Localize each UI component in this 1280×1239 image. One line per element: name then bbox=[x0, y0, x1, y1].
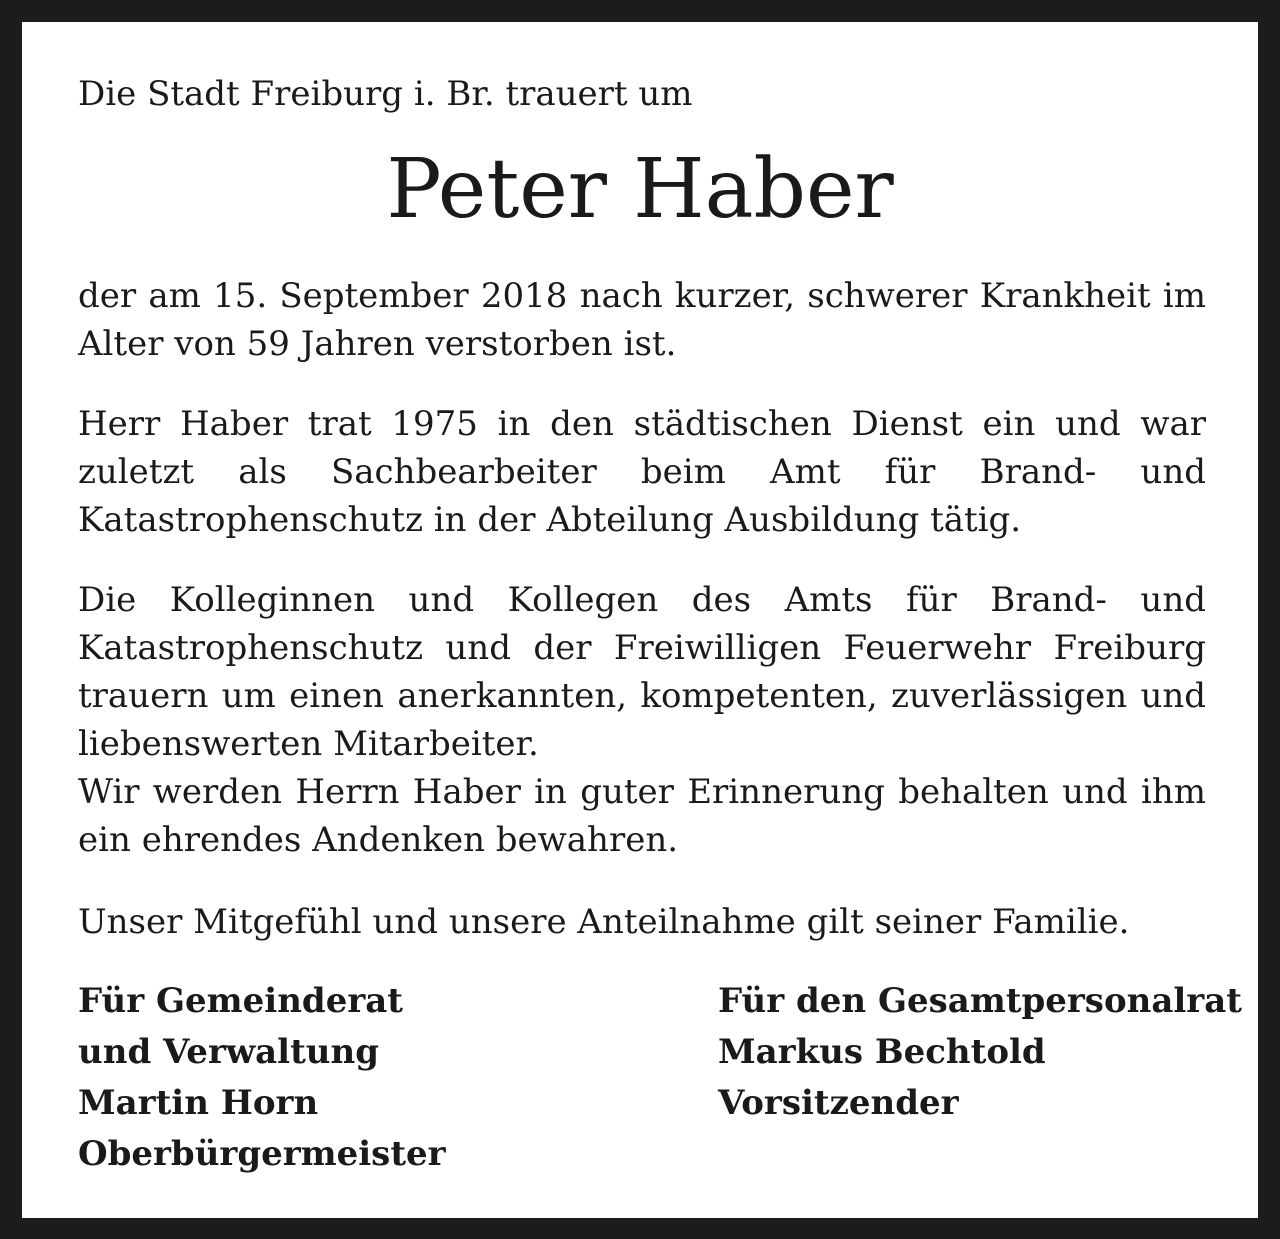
signature-council-name: Martin Horn bbox=[78, 1083, 319, 1123]
deceased-name: Peter Haber bbox=[386, 142, 894, 237]
signature-council-title: Oberbürgermeister bbox=[78, 1134, 446, 1174]
signature-staff-line1: Für den Gesamtpersonalrat bbox=[718, 981, 1242, 1021]
signature-staff-title: Vorsitzender bbox=[718, 1083, 959, 1123]
signature-block-council bbox=[78, 976, 446, 1180]
obituary-card bbox=[22, 22, 1258, 1218]
signature-council-line1: Für Gemeinderat bbox=[78, 981, 403, 1021]
signature-council-line2: und Verwaltung bbox=[78, 1032, 379, 1072]
signature-staff-name: Markus Bechtold bbox=[718, 1032, 1046, 1072]
paragraph-colleagues-memory: Wir werden Herrn Haber in guter Erinnerung behalten und ihm ein ehrendes Andenken bewahren. bbox=[78, 772, 1206, 860]
paragraph-career: Herr Haber trat 1975 in den städtischen Dienst ein und war zuletzt als Sachbearbeiter beim Amt für Brand- und Katastrophenschutz in der Abteilung Ausbildung tätig. bbox=[78, 404, 1206, 540]
paragraph-colleagues-mourning: Die Kolleginnen und Kollegen des Amts für Brand- und Katastrophenschutz und der Freiwilligen Feuerwehr Freiburg trauern um einen anerkannten, kompetenten, zuverlässigen und liebenswerten Mitarbeiter. bbox=[78, 580, 1206, 764]
paragraph-death-date: der am 15. September 2018 nach kurzer, schwerer Krankheit im Alter von 59 Jahren verstorben ist. bbox=[78, 276, 1206, 364]
signature-block-staff-council bbox=[718, 976, 1242, 1129]
intro-line: Die Stadt Freiburg i. Br. trauert um bbox=[78, 74, 693, 114]
paragraph-colleagues bbox=[78, 576, 1206, 864]
paragraph-condolences: Unser Mitgefühl und unsere Anteilnahme gilt seiner Familie. bbox=[78, 902, 1130, 942]
